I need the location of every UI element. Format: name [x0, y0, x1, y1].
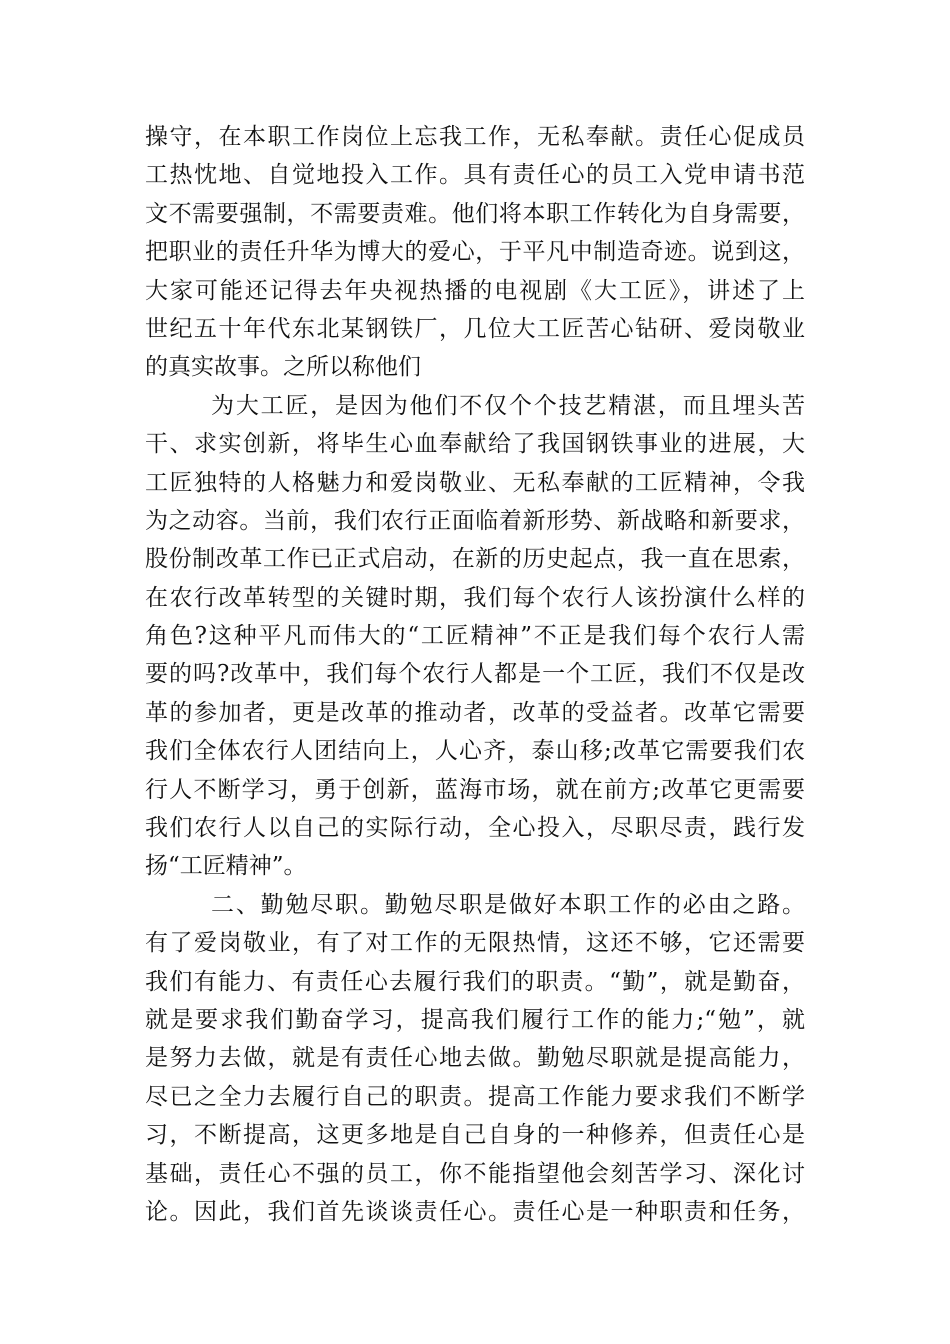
- text-line: 习，不断提高，这更多地是自己自身的一种修养，但责任心是: [145, 1122, 805, 1149]
- body-text: [145, 118, 805, 1231]
- paragraph: [145, 886, 805, 1232]
- paragraph: [145, 387, 805, 886]
- text-line: 把职业的责任升华为博大的爱心，于平凡中制造奇迹。说到这，: [145, 239, 805, 266]
- text-line: 干、求实创新，将毕生心血奉献给了我国钢铁事业的进展，大: [145, 431, 805, 458]
- text-line: 为大工匠，是因为他们不仅个个技艺精湛，而且埋头苦: [211, 392, 805, 419]
- text-line: 我们农行人以自己的实际行动，全心投入，尽职尽责，践行发: [145, 815, 805, 842]
- text-line: 扬“工匠精神”。: [145, 853, 307, 880]
- text-line: 有了爱岗敬业，有了对工作的无限热情，这还不够，它还需要: [145, 930, 805, 957]
- text-line: 大家可能还记得去年央视热播的电视剧《大工匠》，讲述了上: [145, 277, 805, 304]
- text-line: 基础，责任心不强的员工，你不能指望他会刻苦学习、深化讨: [145, 1160, 805, 1187]
- text-line: 行人不断学习，勇于创新，蓝海市场，就在前方;改革它更需要: [145, 776, 805, 803]
- paragraph: [145, 118, 805, 387]
- text-line: 是努力去做，就是有责任心地去做。勤勉尽职就是提高能力，: [145, 1045, 805, 1072]
- text-line: 论。因此，我们首先谈谈责任心。责任心是一种职责和任务，: [145, 1198, 805, 1225]
- text-line: 我们有能力、有责任心去履行我们的职责。“勤”，就是勤奋，: [145, 968, 805, 995]
- text-line: 工热忱地、自觉地投入工作。具有责任心的员工入党申请书范: [145, 162, 805, 189]
- text-line: 尽已之全力去履行自己的职责。提高工作能力要求我们不断学: [145, 1083, 805, 1110]
- text-line: 文不需要强制，不需要责难。他们将本职工作转化为自身需要，: [145, 200, 805, 227]
- text-line: 就是要求我们勤奋学习，提高我们履行工作的能力;“勉”，就: [145, 1006, 805, 1033]
- text-line: 角色?这种平凡而伟大的“工匠精神”不正是我们每个农行人需: [145, 623, 805, 650]
- text-line: 在农行改革转型的关键时期，我们每个农行人该扮演什么样的: [145, 584, 805, 611]
- text-line: 的真实故事。之所以称他们: [145, 354, 421, 381]
- text-line: 革的参加者，更是改革的推动者，改革的受益者。改革它需要: [145, 699, 805, 726]
- text-line: 操守，在本职工作岗位上忘我工作，无私奉献。责任心促成员: [145, 124, 805, 150]
- text-line: 我们全体农行人团结向上，人心齐，泰山移;改革它需要我们农: [145, 738, 805, 765]
- text-line: 世纪五十年代东北某钢铁厂，几位大工匠苦心钻研、爱岗敬业: [145, 315, 805, 342]
- text-line: 要的吗?改革中，我们每个农行人都是一个工匠，我们不仅是改: [145, 661, 805, 688]
- text-line: 工匠独特的人格魅力和爱岗敬业、无私奉献的工匠精神，令我: [145, 469, 805, 496]
- text-line: 股份制改革工作已正式启动，在新的历史起点，我一直在思索，: [145, 546, 805, 573]
- text-line: 二、勤勉尽职。勤勉尽职是做好本职工作的必由之路。: [211, 891, 805, 918]
- text-line: 为之动容。当前，我们农行正面临着新形势、新战略和新要求，: [145, 507, 805, 534]
